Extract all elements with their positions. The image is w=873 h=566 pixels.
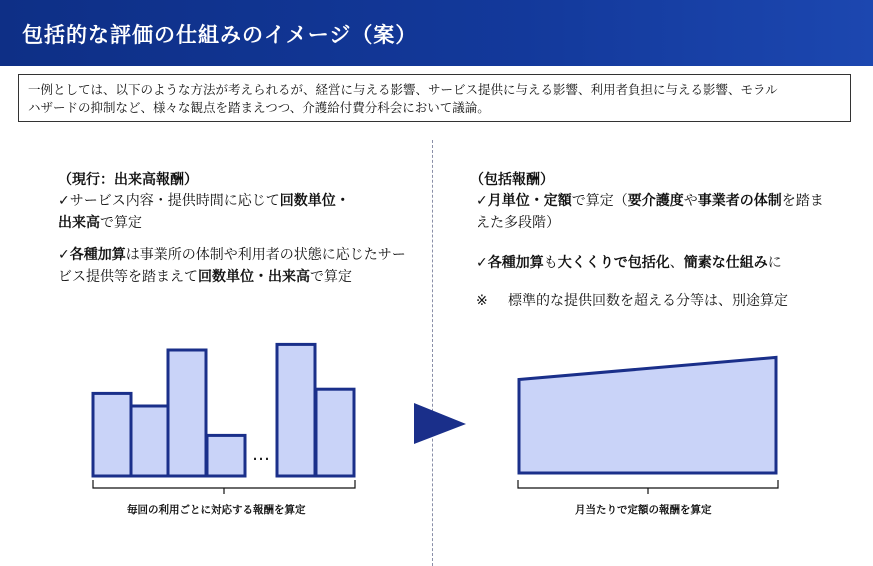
left-bullet-2-text-a: は事業所の体制や利用者の状態に応じたサービス提供等を踏まえて bbox=[58, 247, 406, 285]
left-bullet-2-bold-b: 回数単位・出来高 bbox=[198, 269, 310, 285]
remark-text: 標準的な提供回数を超える分等は、別途算定 bbox=[508, 293, 788, 309]
left-bullet-2-bold-a: 各種加算 bbox=[69, 247, 126, 263]
bar-2 bbox=[131, 406, 169, 476]
left-bullet-1-text-b: で算定 bbox=[100, 215, 142, 231]
right-bracket bbox=[518, 480, 778, 494]
left-bullet-1-bold-a: 回数単位・ bbox=[279, 193, 350, 209]
bar-1 bbox=[93, 393, 131, 476]
note-line-2: ハザードの抑制など、様々な観点を踏まえつつ、介護給付費分科会において議論。 bbox=[28, 100, 490, 115]
check-icon: ✓ bbox=[58, 247, 70, 263]
check-icon: ✓ bbox=[58, 193, 70, 209]
right-bullet-2-bold-a: 各種加算 bbox=[487, 255, 544, 271]
check-icon: ✓ bbox=[476, 193, 488, 209]
right-bullet-1-text-c: を踏まえた多段階） bbox=[476, 193, 824, 231]
right-bullet-1-bold-c: 事業者の体制 bbox=[697, 193, 782, 209]
bar-3 bbox=[168, 350, 206, 476]
right-bullet-2-text-c: に bbox=[767, 255, 782, 271]
bar-4 bbox=[207, 435, 245, 476]
left-caption: 毎回の利用ごとに対応する報酬を算定 bbox=[127, 504, 306, 516]
left-bullet-1-bold-b: 出来高 bbox=[58, 215, 100, 231]
right-bullet-1-bold-b: 要介護度 bbox=[627, 193, 684, 209]
right-bullet-2-text-a: も bbox=[543, 255, 558, 271]
right-bullet-2-text-b: 、 bbox=[669, 255, 684, 271]
right-caption: 月当たりで定額の報酬を算定 bbox=[575, 504, 712, 516]
left-heading: （現行：出来高報酬） bbox=[58, 172, 198, 188]
left-bar-group bbox=[93, 344, 354, 476]
bar-5 bbox=[277, 344, 315, 476]
bars-ellipsis: … bbox=[252, 444, 270, 465]
left-bullet-2-text-b: で算定 bbox=[310, 269, 352, 285]
monthly-flat-fee-shape bbox=[519, 357, 776, 473]
left-bullet-1-text-a: サービス内容・提供時間に応じて bbox=[69, 193, 280, 209]
remark-mark: ※ bbox=[476, 293, 488, 309]
right-bullet-2-bold-c: 簡素な仕組み bbox=[683, 255, 768, 271]
left-bracket bbox=[93, 480, 355, 494]
right-heading: （包括報酬） bbox=[470, 172, 554, 188]
right-bullet-1-bold-a: 月単位・定額 bbox=[487, 193, 572, 209]
right-bullet-2-bold-b: 大くくりで包括化 bbox=[557, 255, 670, 271]
right-arrow-icon bbox=[414, 403, 466, 444]
right-bullet-1-text-a: で算定（ bbox=[571, 193, 628, 209]
right-bullet-1-text-b: や bbox=[683, 193, 698, 209]
bar-6 bbox=[316, 389, 354, 476]
note-line-1: 一例としては、以下のような方法が考えられるが、経営に与える影響、サービス提供に与える影響、利用者負担に与える影響、モラル bbox=[28, 82, 778, 97]
page-title: 包括的な評価の仕組みのイメージ（案） bbox=[22, 23, 418, 47]
check-icon: ✓ bbox=[476, 255, 488, 271]
